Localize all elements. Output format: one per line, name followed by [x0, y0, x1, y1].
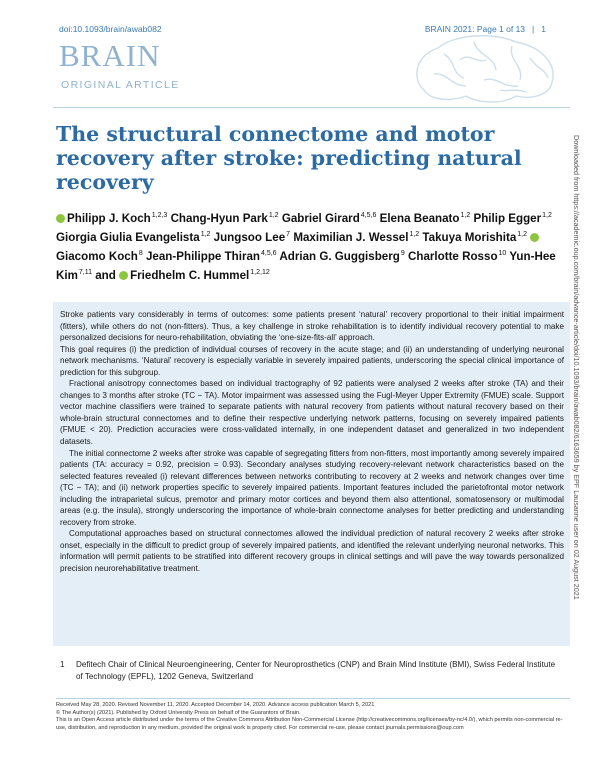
author[interactable]: [119, 269, 270, 282]
author-affiliation-ref[interactable]: 1,2: [542, 212, 552, 219]
author-affiliation-ref[interactable]: 8: [138, 250, 143, 257]
author-name: Giacomo Koch: [56, 250, 138, 263]
author-name: Elena Beanato: [379, 212, 460, 225]
copyright-notice: © The Author(s) (2021). Published by Oxford University Press on behalf of the Guarantors of Brain.: [56, 709, 301, 716]
doi-link[interactable]: doi:10.1093/brain/awab082: [59, 24, 162, 34]
affiliation: [60, 659, 560, 683]
orcid-icon[interactable]: [119, 271, 128, 280]
download-notice: [572, 135, 582, 755]
author[interactable]: [473, 212, 551, 225]
abstract-paragraph: Stroke patients vary considerably in terms of outcomes: some patients present ‘natural’ recovery proportional to their initial impairment (fitters), while others do not (non-fitters). Thus, a key challenge in stroke rehabilitation is to identify individual recovery potential to make personalized decisions for neuro-rehabilitation, obviating the ‘one-size-fits-all’ approach.: [60, 310, 564, 343]
author[interactable]: [282, 212, 377, 225]
author-affiliation-ref[interactable]: 7,11: [78, 269, 93, 276]
author-affiliation-ref[interactable]: 1,2: [409, 231, 420, 238]
author[interactable]: [214, 231, 290, 244]
author[interactable]: [171, 212, 279, 225]
separator: |: [532, 24, 535, 34]
author-affiliation-ref[interactable]: 1,2: [200, 231, 211, 238]
abstract: [53, 302, 570, 646]
author-affiliation-ref[interactable]: 1,2,12: [250, 269, 270, 276]
author-affiliation-ref[interactable]: 7: [286, 231, 291, 238]
author-list: [56, 208, 556, 284]
author-affiliation-ref[interactable]: 1,2: [517, 231, 528, 238]
publication-footer: [56, 698, 570, 733]
author[interactable]: [56, 212, 167, 225]
orcid-icon[interactable]: [56, 214, 65, 223]
license-notice: This is an Open Access article distributed under the terms of the Creative Commons Attribution Non-Commercial License (http://creativecommons.org/licenses/by-nc/4.0/), which permits non-commercial re-use, distribution, and reproduction in any medium, provided the original work is properly cited. For commercial re-use, please contact journals.permissions@oup.com: [56, 717, 563, 732]
author-affiliation-ref[interactable]: 1,2,3: [151, 212, 168, 219]
author-name: Jungsoo Lee: [213, 231, 286, 244]
author-name: Chang-Hyun Park: [170, 212, 268, 225]
author-name: Giorgia Giulia Evangelista: [56, 231, 200, 244]
abstract-paragraph: Fractional anisotropy connectomes based on individual tractography of 92 patients were analysed 2 weeks after stroke (TA) and their changes to 3 months after stroke (TC − TA). Motor impairment was assessed using the Fugl-Meyer Upper Extremity (FMUE) scale. Support vector machine classifiers were trained to separate patients with natural recovery from patients without natural recovery based on their whole-brain structural connectomes and to define their respective underlying network patterns, focusing on severely impaired patients (FMUE < 20). Prediction accuracies were cross-validated internally, in one independent dataset and generalized in two independent datasets.: [60, 379, 564, 447]
author[interactable]: [380, 212, 471, 225]
journal-page: BRAIN 2021: Page 1 of 13: [424, 24, 526, 34]
author[interactable]: [56, 231, 210, 244]
journal-logo: BRAIN: [59, 38, 161, 73]
orcid-icon[interactable]: [530, 233, 539, 242]
author[interactable]: [293, 231, 419, 244]
page-header: [53, 0, 570, 108]
author-name: Maximilian J. Wessel: [293, 231, 409, 244]
author-name: Yun-Hee Kim: [56, 250, 556, 282]
author-name: Charlotte Rosso: [407, 250, 498, 263]
article-type: ORIGINAL ARTICLE: [61, 79, 180, 91]
author[interactable]: [279, 250, 404, 263]
author-name: Adrian G. Guggisberg: [279, 250, 400, 263]
author-affiliation-ref[interactable]: 4,5,6: [360, 212, 377, 219]
download-notice-text: Downloaded from https://academic.oup.com/brain/advance-article/doi/10.1093/brain/awab082/6163659 by EPF Lausanne user on 02 August 2021: [572, 135, 581, 600]
author-name: Philipp J. Koch: [67, 212, 151, 225]
received-dates: Received May 28, 2020. Revised November 11, 2020. Accepted December 14, 2020. Advance access publication March 5, 2021: [56, 702, 375, 708]
author-affiliation-ref[interactable]: 1,2: [460, 212, 471, 219]
author-name: Takuya Morishita: [422, 231, 517, 244]
author-affiliation-ref[interactable]: 10: [498, 250, 507, 257]
abstract-paragraph: This goal requires (i) the prediction of individual courses of recovery in the acute stage; and (ii) an understanding of underlying neuronal network mechanisms. ‘Natural’ recovery is especially variable in severely impaired patients, underscoring the special clinical importance of prediction for this subgroup.: [60, 344, 564, 377]
author[interactable]: [146, 250, 277, 263]
author-affiliation-ref[interactable]: 9: [400, 250, 405, 257]
author-name: Gabriel Girard: [281, 212, 360, 225]
author-affiliation-ref[interactable]: 1,2: [268, 212, 279, 219]
brain-watermark-icon: [404, 30, 564, 106]
affiliation-number: 1: [60, 660, 65, 669]
affiliation-text: Defitech Chair of Clinical Neuroengineering, Center for Neuroprosthetics (CNP) and Brain Mind Institute (BMI), Swiss Federal Institute of Technology (EPFL), 1202 Geneva, Switzerland: [76, 660, 556, 681]
abstract-paragraph: The initial connectome 2 weeks after stroke was capable of segregating fitters from non-fitters, most importantly among severely impaired patients (TA: accuracy = 0.92, precision = 0.93). Secondary analyses studying recovery-relevant network characteristics based on the selected features revealed (i) relevant differences between networks contributing to recovery at 2 weeks and network changes over time (TC − TA); and (ii) network properties specific to severely impaired patients. Important features included the parietofrontal motor network including the intraparietal sulcus, premotor and primary motor cortices and beyond them also attentional, somatosensory or multimodal areas (e.g. the insula), strongly underscoring the importance of whole-brain connectome analyses for better predicting and understanding recovery from stroke.: [60, 448, 564, 527]
author-affiliation-ref[interactable]: 4,5,6: [261, 250, 277, 257]
author-name: Jean-Philippe Thiran: [145, 250, 260, 263]
author-name: Friedhelm C. Hummel: [130, 269, 250, 282]
abstract-paragraph: Computational approaches based on structural connectomes allowed the individual prediction of natural recovery 2 weeks after stroke onset, especially in the difficult to predict group of severely impaired patients, and identified the relevant underlying neuronal networks. This information will permit patients to be stratified into different recovery groups in clinical settings and will pave the way towards personalized precision neurorehabilitative treatment.: [60, 529, 564, 574]
article-title: The structural connectome and motor recovery after stroke: predicting natural recovery: [56, 122, 522, 194]
author-conjunction: and: [92, 269, 120, 282]
page-number: 1: [541, 24, 546, 34]
author-name: Philip Egger: [473, 212, 542, 225]
author[interactable]: [422, 231, 527, 244]
author[interactable]: [408, 250, 506, 263]
